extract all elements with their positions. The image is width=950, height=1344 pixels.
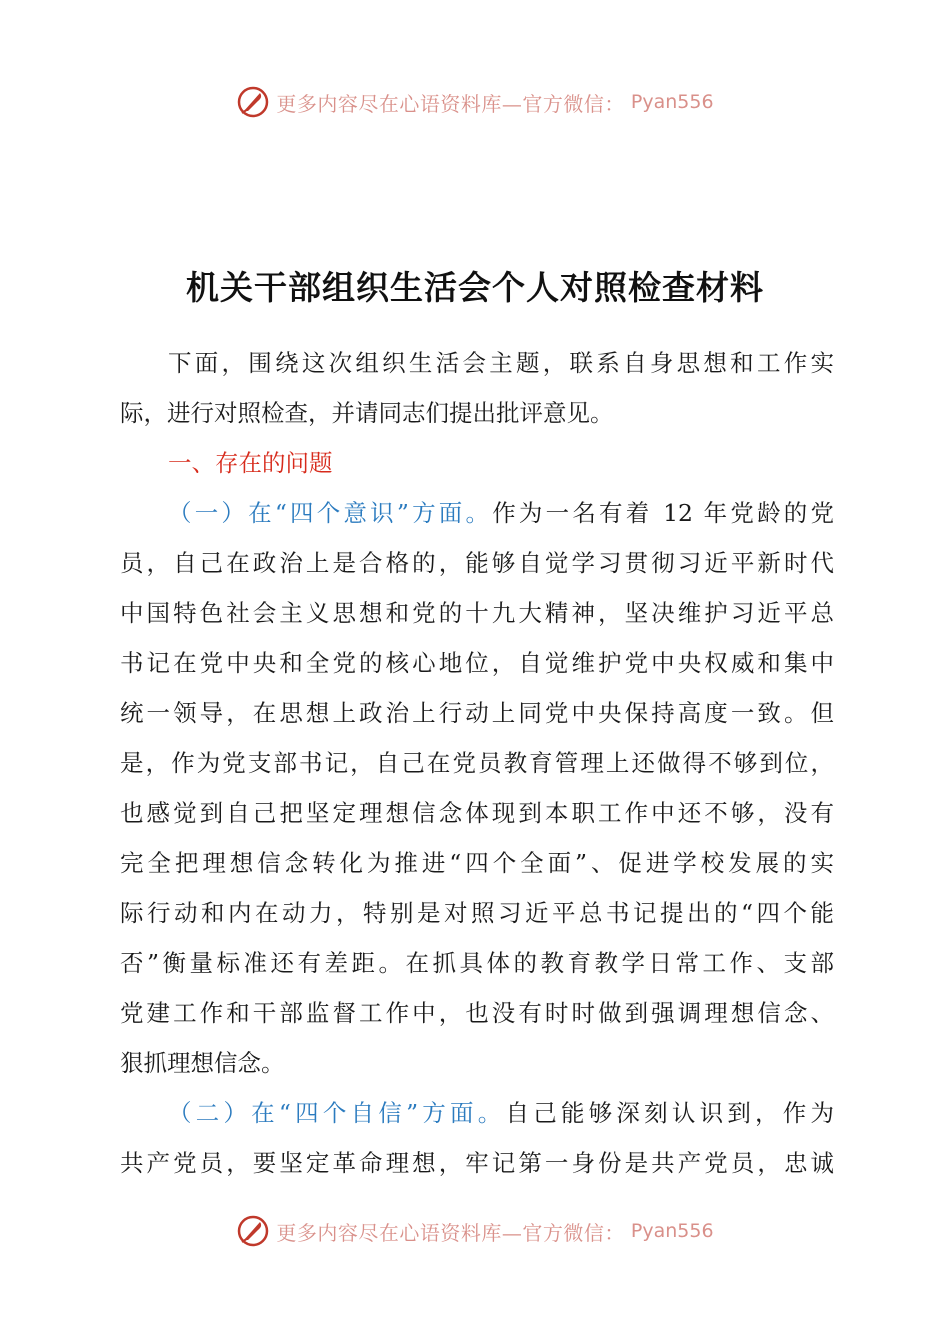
watermark-banner-bottom <box>0 1211 950 1251</box>
subsection-heading: （二）在“四个自信”方面。 <box>168 1099 506 1127</box>
subsection-first-line <box>168 488 834 538</box>
paragraph-text: 作为一名有着 12 年党龄的党 <box>492 499 834 527</box>
paragraph-line: 共产党员，要坚定革命理想，牢记第一身份是共产党员，忠诚 <box>120 1149 834 1177</box>
paragraph-line: 际行动和内在动力，特别是对照习近平总书记提出的“四个能 <box>120 899 834 927</box>
watermark-banner-top <box>0 82 950 122</box>
intro-line: 际，进行对照检查，并请同志们提出批评意见。 <box>120 399 614 427</box>
paragraph-line: 狠抓理想信念。 <box>120 1049 285 1077</box>
document-title: 机关干部组织生活会个人对照检查材料 <box>186 268 764 307</box>
watermark-wechat-id: Pyan556 <box>630 1220 714 1242</box>
watermark-text: 更多内容尽在心语资料库—官方微信： <box>276 1220 625 1245</box>
quill-logo-icon <box>236 85 270 119</box>
paragraph-text: 自己能够深刻认识到，作为 <box>505 1099 834 1127</box>
subsection-first-line <box>168 1088 834 1138</box>
section-heading: 一、存在的问题 <box>168 449 333 477</box>
watermark-wechat-id: Pyan556 <box>630 91 714 113</box>
intro-line: 下面，围绕这次组织生活会主题，联系自身思想和工作实 <box>168 349 834 377</box>
paragraph-line: 书记在党中央和全党的核心地位，自觉维护党中央权威和集中 <box>120 649 834 677</box>
subsection-heading: （一）在“四个意识”方面。 <box>168 499 493 527</box>
paragraph-line: 否”衡量标准还有差距。在抓具体的教育教学日常工作、支部 <box>120 949 834 977</box>
paragraph-line: 也感觉到自己把坚定理想信念体现到本职工作中还不够，没有 <box>120 799 834 827</box>
paragraph-line: 完全把理想信念转化为推进“四个全面”、促进学校发展的实 <box>120 849 834 877</box>
paragraph-line: 是，作为党支部书记，自己在党员教育管理上还做得不够到位， <box>120 749 834 777</box>
paragraph-line: 中国特色社会主义思想和党的十九大精神，坚决维护习近平总 <box>120 599 834 627</box>
paragraph-line: 员，自己在政治上是合格的，能够自觉学习贯彻习近平新时代 <box>120 549 834 577</box>
paragraph-line: 统一领导，在思想上政治上行动上同党中央保持高度一致。但 <box>120 699 834 727</box>
quill-logo-icon <box>236 1214 270 1248</box>
paragraph-line: 党建工作和干部监督工作中，也没有时时做到强调理想信念、 <box>120 999 834 1027</box>
watermark-text: 更多内容尽在心语资料库—官方微信： <box>276 91 625 116</box>
